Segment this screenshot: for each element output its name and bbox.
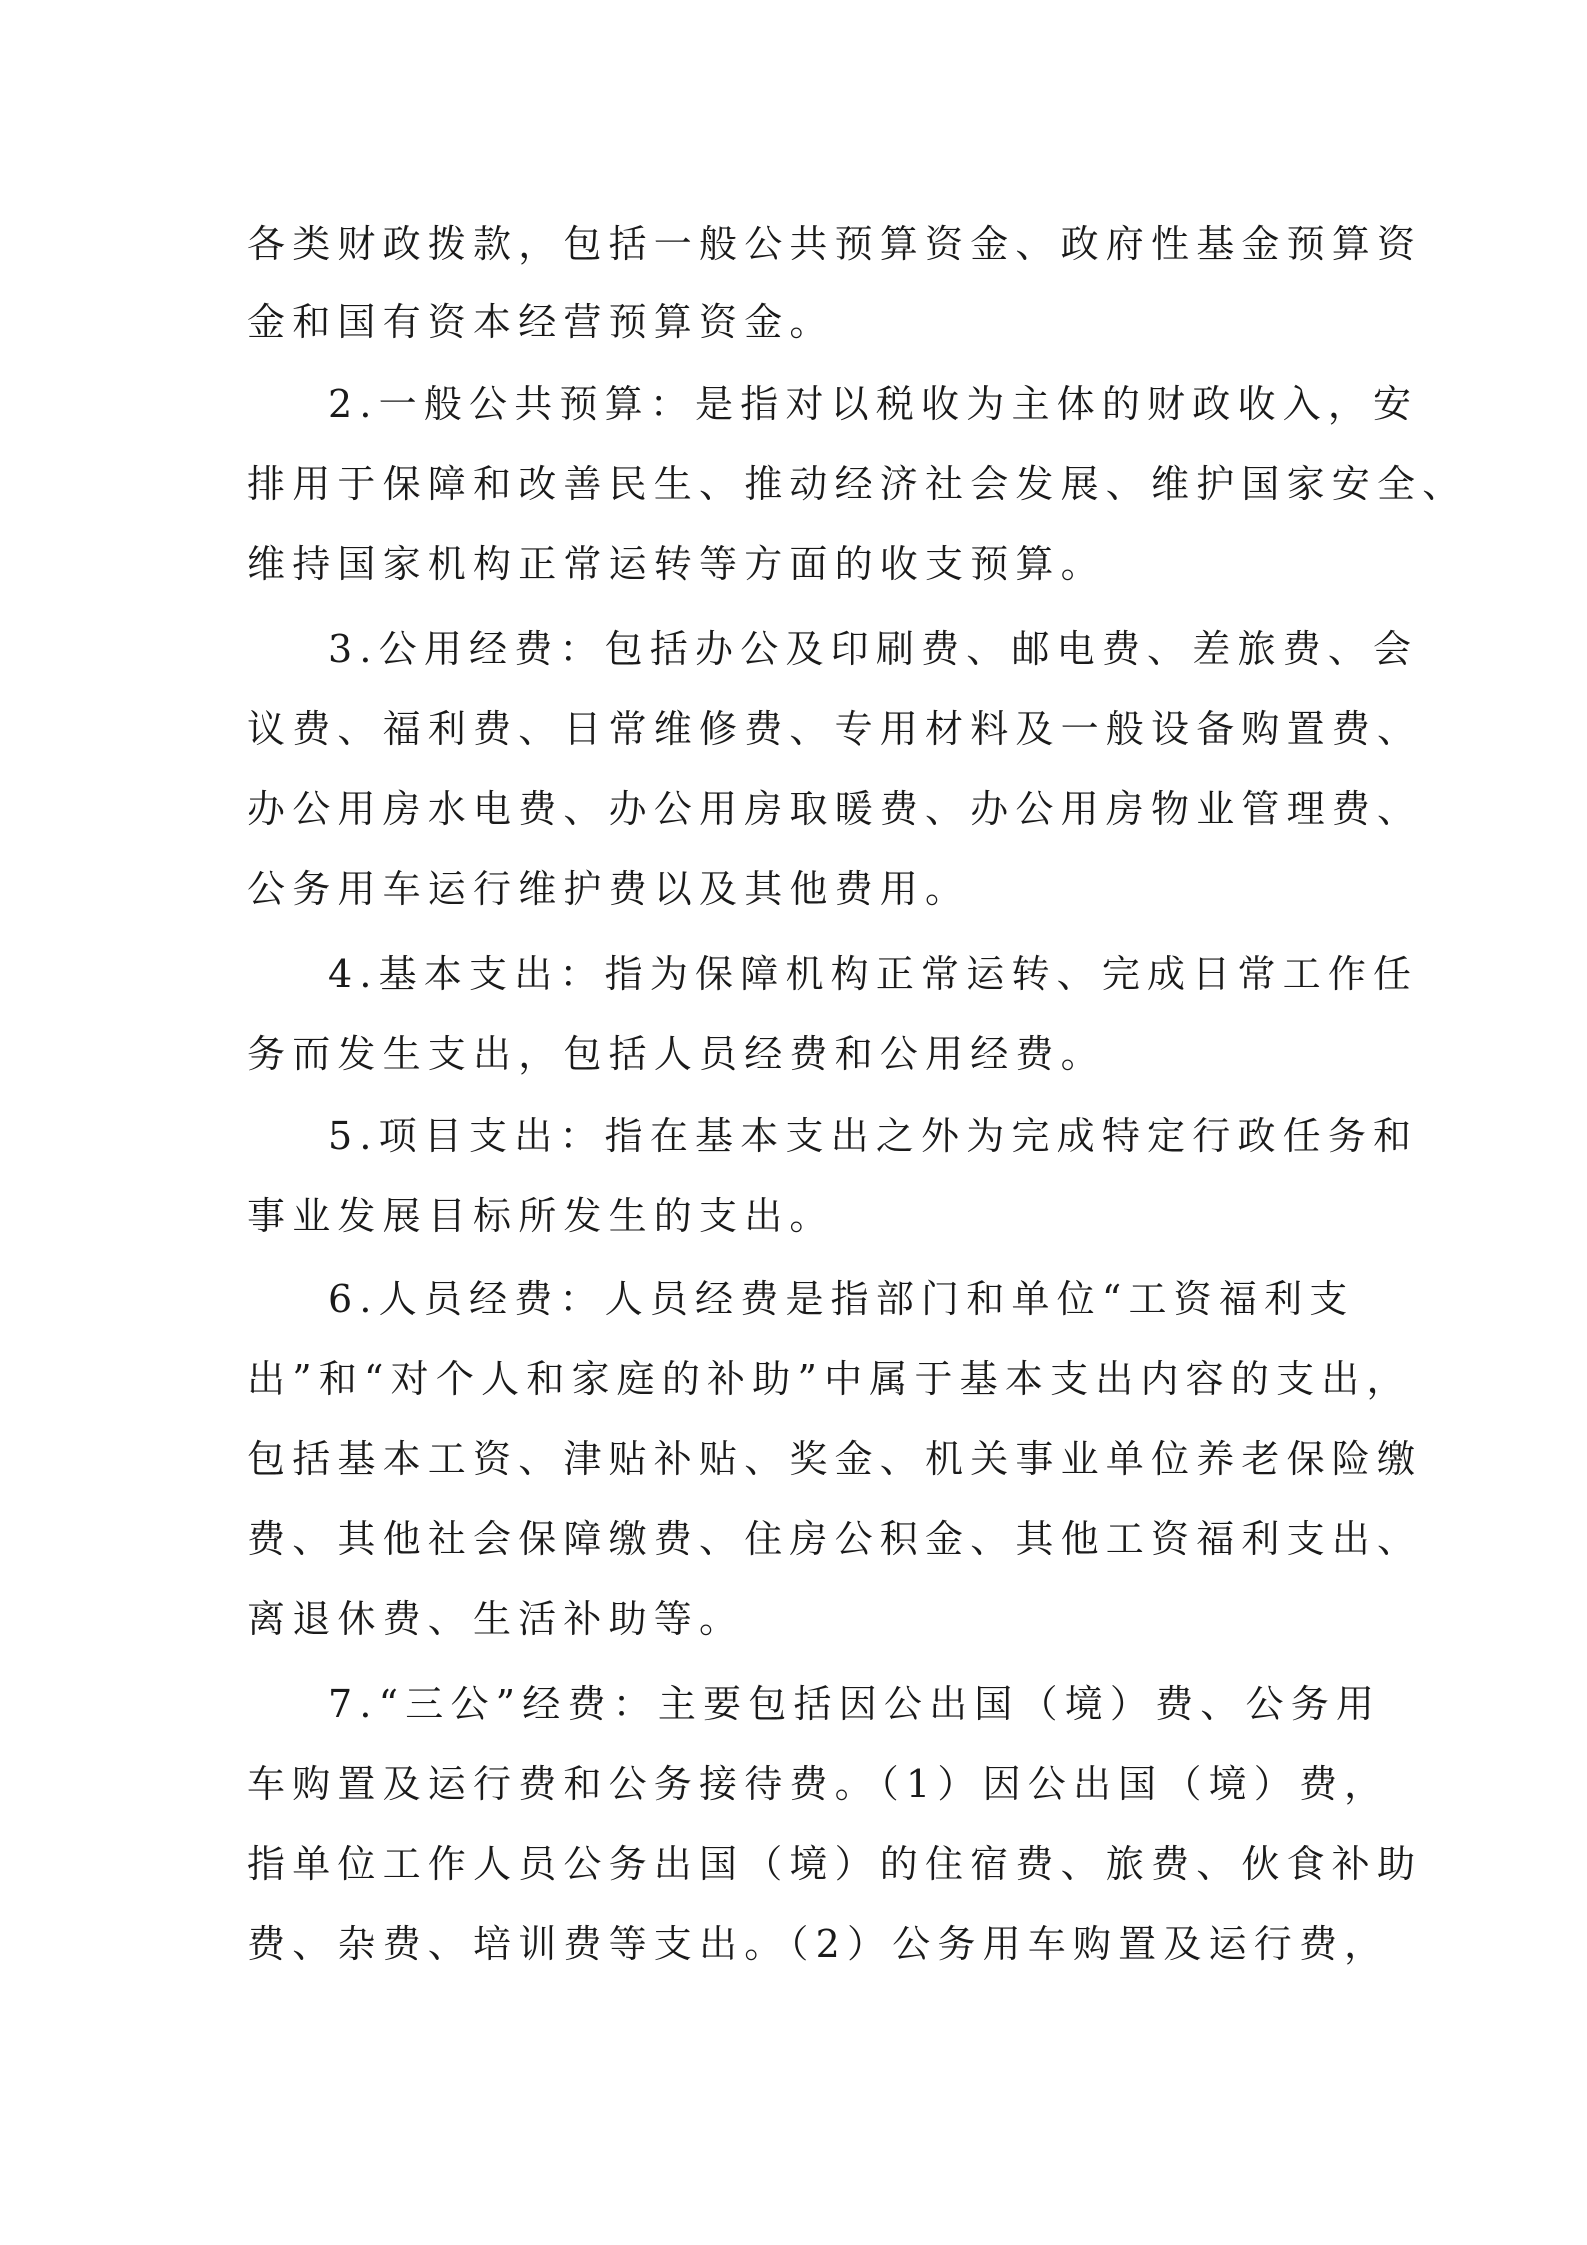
text-line: 出”和“对个人和家庭的补助”中属于基本支出内容的支出， [247,1357,1412,1401]
text-line: 费、杂费、培训费等支出。（2）公务用车购置及运行费， [247,1922,1390,1966]
text-line: 事业发展目标所发生的支出。 [247,1194,835,1238]
text-line: 2.一般公共预算：是指对以税收为主体的财政收入，安 [328,382,1419,426]
text-line: 6.人员经费：人员经费是指部门和单位“工资福利支 [328,1277,1355,1321]
text-line: 3.公用经费：包括办公及印刷费、邮电费、差旅费、会 [328,627,1419,671]
text-line: 4.基本支出：指为保障机构正常运转、完成日常工作任 [328,952,1419,996]
text-line: 办公用房水电费、办公用房取暖费、办公用房物业管理费、 [247,787,1423,831]
text-line: 维持国家机构正常运转等方面的收支预算。 [247,542,1106,586]
text-line: 各类财政拨款，包括一般公共预算资金、政府性基金预算资 [247,222,1423,266]
text-line: 指单位工作人员公务出国（境）的住宿费、旅费、伙食补助 [247,1842,1423,1886]
text-line: 金和国有资本经营预算资金。 [247,300,835,344]
text-line: 议费、福利费、日常维修费、专用材料及一般设备购置费、 [247,707,1423,751]
text-line: 车购置及运行费和公务接待费。（1）因公出国（境）费， [247,1762,1390,1806]
text-line: 包括基本工资、津贴补贴、奖金、机关事业单位养老保险缴 [247,1437,1423,1481]
text-line: 费、其他社会保障缴费、住房公积金、其他工资福利支出、 [247,1517,1423,1561]
text-line: 7.“三公”经费：主要包括因公出国（境）费、公务用 [328,1682,1382,1726]
text-line: 排用于保障和改善民生、推动经济社会发展、维护国家安全、 [247,462,1468,506]
text-line: 务而发生支出，包括人员经费和公用经费。 [247,1032,1106,1076]
text-line: 离退休费、生活补助等。 [247,1597,745,1641]
text-line: 公务用车运行维护费以及其他费用。 [247,867,971,911]
text-line: 5.项目支出：指在基本支出之外为完成特定行政任务和 [328,1114,1419,1158]
